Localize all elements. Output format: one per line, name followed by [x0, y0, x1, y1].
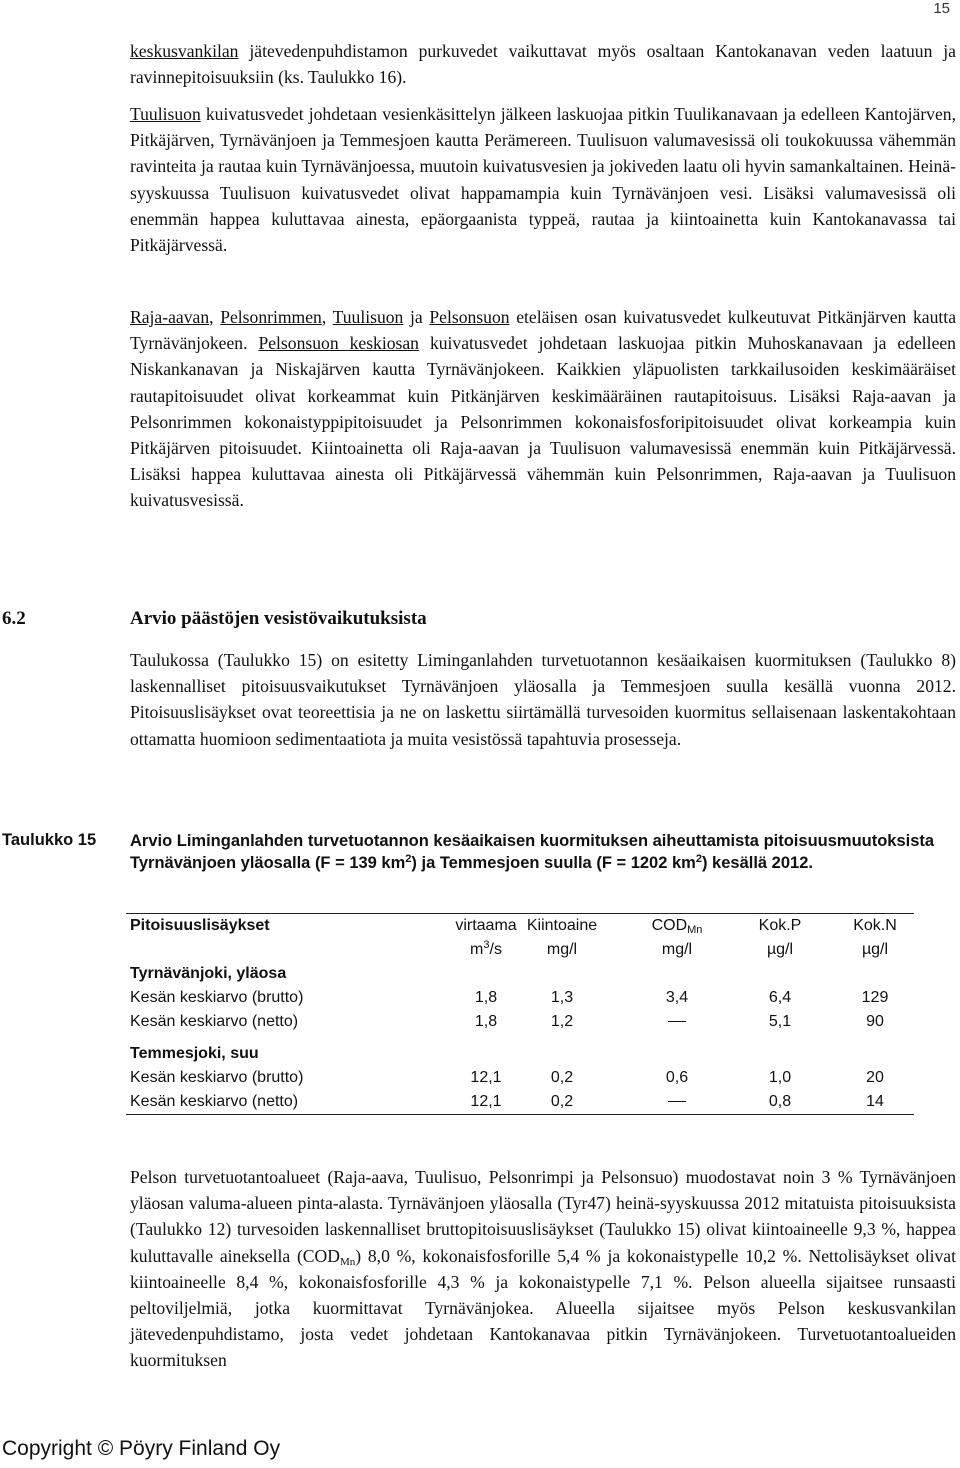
- table-units-row: [126, 938, 914, 962]
- column-header-kok-n: Kok.N: [853, 917, 897, 934]
- cell-kok-p: 6,4: [768, 989, 792, 1006]
- table-caption-label: Taulukko 15: [2, 831, 97, 849]
- raja-aava-link: Raja-aavan: [130, 307, 210, 327]
- table-caption-text: [130, 831, 950, 874]
- paragraph-tuulisuo: [130, 101, 956, 258]
- cell-kok-n: 129: [861, 989, 889, 1006]
- paragraph-text: Taulukossa (Taulukko 15) on esitetty Liminganlahden turvetuotannon kesäaikaisen kuormituksen (Taulukko 8) laskennalliset pitoisuusvaikutukset Tyrnävänjoen yläosalla ja Temmesjoen suulla kesällä vuonna 2012. Pitoisuuslisäykset ovat teoreettisia ja ne on laskettu siirtämällä turvesoiden kuormitus sellaisenaan laskentakohtaan ottamatta huomioon sedimentaatiota ja muita vesistössä tapahtuvia prosesseja.: [130, 650, 956, 749]
- cell-kiintoaine: 1,3: [550, 989, 574, 1006]
- cell-kok-p: 1,0: [768, 1069, 792, 1086]
- pelsonsuo-link: Pelsonsuon: [429, 307, 510, 327]
- paragraph-text: kuivatusvedet johdetaan vesienkäsittelyn jälkeen laskuojaa pitkin Tuulikanavaan ja edelleen Kantojärven, Pitkäjärven, Tyrnävänjoen ja Temmesjoen kautta Perämereen. Tuulisuon valumavesissä oli toukokuussa vähemmän ravinteita ja rautaa kuin Tyrnävänjoessa, muutoin kuivatusvesien ja jokiveden laatu oli hyvin samankaltainen. Heinä-syyskuussa Tuulisuon kuivatusvedet olivat happamampia kuin Tyrnävänjoen vesi. Lisäksi valumavesissä oli enemmän happea kuluttavaa ainesta, epäorgaanista typpeä, rautaa ja kiintoainetta kuin Kantokanavassa tai Pitkäjärvessä.: [130, 104, 956, 256]
- tuulisuo-link: Tuulisuon: [130, 104, 201, 124]
- dash-mark: [668, 1101, 686, 1102]
- cell-kok-n: 20: [866, 1069, 884, 1086]
- row-label: Kesän keskiarvo (netto): [130, 1013, 299, 1030]
- cell-cod-dash: [632, 1093, 722, 1111]
- cell-kok-p: 5,1: [768, 1013, 792, 1030]
- table-row: [126, 1066, 914, 1090]
- unit-kok-p: µg/l: [766, 941, 794, 958]
- cell-cod: 0,6: [665, 1069, 689, 1086]
- table-group-row: [126, 962, 914, 986]
- cod-subscript: Mn: [687, 924, 703, 936]
- concentration-table: [126, 913, 914, 1115]
- cod-label: COD: [651, 917, 688, 934]
- caption-sup: 2: [405, 852, 412, 865]
- paragraph-taulukossa: [130, 647, 956, 752]
- paragraph-text: eteläisen osan kuivatusvedet kulkeutuvat Pitkänjärven kautta Tyrnävänjokeen.: [130, 307, 956, 354]
- cell-cod: 3,4: [665, 989, 689, 1006]
- cell-virtaama: 1,8: [474, 1013, 498, 1030]
- section-title: Arvio päästöjen vesistövaikutuksista: [130, 608, 427, 629]
- cell-virtaama: 1,8: [474, 989, 498, 1006]
- cell-virtaama: 12,1: [470, 1093, 502, 1110]
- separator-text: ,: [209, 307, 221, 327]
- paragraph-text: jätevedenpuhdistamon purkuvedet vaikuttavat myös osaltaan Kantokanavan veden laatuun ja ravinnepitoisuuksiin (ks. Taulukko 16).: [130, 41, 956, 88]
- cell-kiintoaine: 0,2: [550, 1069, 574, 1086]
- row-label: Kesän keskiarvo (brutto): [130, 989, 304, 1006]
- column-header-pitoisuuslisaykset: Pitoisuuslisäykset: [130, 917, 270, 934]
- cell-kok-p: 0,8: [768, 1093, 792, 1110]
- table-header-row: [126, 914, 914, 938]
- unit-kok-n: µg/l: [861, 941, 889, 958]
- paragraph-keskusvankila: [130, 38, 956, 90]
- table-row: [126, 1090, 914, 1114]
- cell-cod-dash: [632, 1013, 722, 1031]
- unit-kiintoaine: mg/l: [546, 941, 578, 958]
- caption-sup: 2: [695, 852, 702, 865]
- cell-kok-n: 90: [866, 1013, 884, 1030]
- pelsonrimpi-link: Pelsonrimmen: [220, 307, 322, 327]
- section-number: 6.2: [2, 608, 26, 629]
- unit-cod: mg/l: [661, 941, 693, 958]
- column-header-virtaama: virtaama: [455, 917, 517, 934]
- caption-part: Arvio Liminganlahden turvetuotannon kesäaikaisen kuormituksen aiheuttamista pitoisuusmuutoksista Tyrnävänjoen yläosalla (F = 139 km: [130, 832, 935, 872]
- unit-part: /s: [489, 941, 502, 958]
- cell-virtaama: 12,1: [470, 1069, 502, 1086]
- group-label-tyrnavanjoki: Tyrnävänjoki, yläosa: [130, 965, 287, 982]
- column-header-kiintoaine: Kiintoaine: [526, 917, 598, 934]
- column-header-cod: [632, 917, 722, 935]
- separator-text: ja: [403, 307, 430, 327]
- paragraph-text: ) 8,0 %, kokonaisfosforille 5,4 % ja kokonaistypelle 10,2 %. Nettolisäykset olivat kiintoaineelle 8,4 %, kokonaisfosforille 4,3 % ja kokonaistypelle 7,1 %. Pelson alueella sijaitsee runsaasti peltoviljelmiä, jotka kuormittavat Tyrnävänjokea. Alueella sijaitsee myös Pelson keskusvankilan jätevedenpuhdistamo, josta vedet johdetaan Kantokanavaa pitkin Tyrnävänjokeen. Turvetuotantoalueiden kuormituksen: [130, 1245, 956, 1371]
- paragraph-text: kuivatusvedet johdetaan laskuojaa pitkin Muhoskanavaan ja edelleen Niskankanavan ja Niskajärven kautta Tyrnävänjokeen. Kaikkien yläpuolisten tarkkailusoiden keskimääräiset rautapitoisuudet olivat korkeammat kuin Pitkänjärven keskimääräinen rautapitoisuus. Lisäksi Raja-aavan ja Pelsonrimmen kokonaistyppipitoisuudet ja Pelsonrimmen kokonaisfosforipitoisuudet olivat korkeampia kuin Pitkäjärven pitoisuudet. Kiintoainetta oli Raja-aavan ja Tuulisuon valumavesissä enemmän kuin Pitkäjärvessä. Lisäksi happea kuluttavaa ainesta oli Pitkäjärvessä vähemmän kuin Pelsonrimmen, Raja-aavan ja Tuulisuon kuivatusvesissä.: [130, 333, 956, 511]
- paragraph-raja-aava: [130, 304, 956, 514]
- row-label: Kesän keskiarvo (netto): [130, 1093, 299, 1110]
- separator-text: ,: [321, 307, 333, 327]
- cell-kiintoaine: 0,2: [550, 1093, 574, 1110]
- paragraph-text: Pelson turvetuotantoalueet (Raja-aava, Tuulisuo, Pelsonrimpi ja Pelsonsuo) muodostavat noin 3 % Tyrnävänjoen yläosan valuma-alueen pinta-alasta. Tyrnävänjoen yläosalla (Tyr47) heinä-syyskuussa 2012 mitatuista pitoisuuksista (Taulukko 12) turvesoiden laskennalliset bruttopitoisuuslisäykset (Taulukko 15) olivat kiintoaineelle 9,3 %, happea kuluttavalle aineksella (COD: [130, 1167, 956, 1266]
- paragraph-pelson: [130, 1164, 956, 1374]
- table-spacer: [126, 1034, 914, 1042]
- section-heading: [2, 608, 427, 630]
- page-number: 15: [933, 0, 950, 17]
- row-label: Kesän keskiarvo (brutto): [130, 1069, 304, 1086]
- keskusvankila-link: keskusvankilan: [130, 41, 239, 61]
- table-row: [126, 986, 914, 1010]
- tuulisuo-link: Tuulisuon: [332, 307, 404, 327]
- caption-part: ) ja Temmesjoen suulla (F = 1202 km: [411, 853, 696, 872]
- unit-part: m: [470, 941, 484, 958]
- copyright-footer: Copyright © Pöyry Finland Oy: [2, 1437, 281, 1460]
- table-row: [126, 1010, 914, 1034]
- cell-kok-n: 14: [866, 1093, 884, 1110]
- cell-kiintoaine: 1,2: [550, 1013, 574, 1030]
- column-header-kok-p: Kok.P: [758, 917, 802, 934]
- table-group-row: [126, 1042, 914, 1066]
- group-label-temmesjoki: Temmesjoki, suu: [130, 1045, 259, 1062]
- unit-sup: 3: [483, 939, 490, 951]
- caption-part: ) kesällä 2012.: [701, 853, 813, 872]
- cod-subscript: Mn: [339, 1255, 356, 1268]
- dash-mark: [668, 1021, 686, 1022]
- pelsonsuo-keskiosa-link: Pelsonsuon keskiosan: [258, 333, 419, 354]
